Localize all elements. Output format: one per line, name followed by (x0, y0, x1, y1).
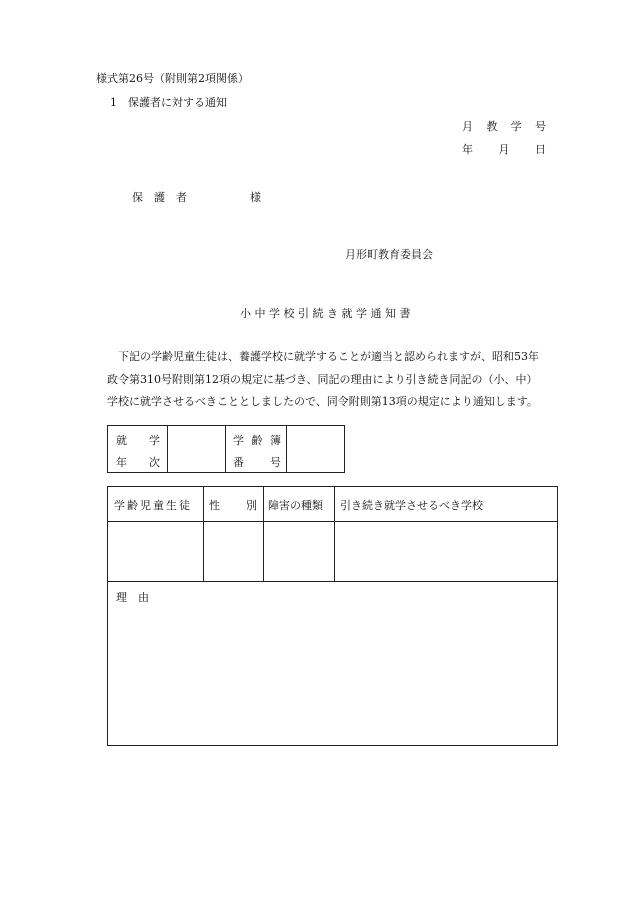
header-school: 引き続き就学させるべき学校 (340, 499, 483, 512)
document-date (462, 141, 546, 157)
grade-label-char: 次 (149, 456, 160, 469)
register-label-char: 簿 (270, 434, 281, 447)
body-line: 政令第310号附則第12項の規定に基づき、同記の理由により引き続き同記の（小、中） (107, 372, 538, 386)
student-name-cell[interactable] (108, 522, 203, 581)
register-label-char: 学 (233, 434, 244, 447)
register-label-top (233, 432, 281, 448)
disability-cell[interactable] (264, 522, 334, 581)
header-gender-char: 別 (246, 499, 257, 512)
body-line: 学校に就学させるべきこととしましたので、同令附則第13項の規定により通知します。 (107, 395, 538, 408)
doc-number-kyo: 教 (486, 120, 498, 133)
register-label-bottom (233, 454, 281, 470)
grade-label-char: 学 (149, 434, 160, 447)
notice-body (107, 346, 567, 414)
date-month: 月 (498, 143, 510, 156)
doc-number-gaku: 学 (510, 120, 522, 133)
reason-cell[interactable] (108, 582, 557, 745)
addressee-label: 保 護 者 (132, 191, 187, 204)
grade-label-top (116, 432, 160, 448)
header-gender-char: 性 (209, 499, 220, 512)
document-title: 小 中 学 校 引 続 き 就 学 通 知 書 (240, 307, 411, 320)
school-cell[interactable] (335, 522, 557, 581)
date-year: 年 (462, 143, 473, 156)
form-number: 様式第26号（附則第2項関係） (96, 72, 249, 85)
register-number-cell[interactable] (287, 426, 344, 472)
grade-label-char: 就 (116, 434, 127, 447)
section-title: 1 保護者に対する通知 (110, 96, 227, 109)
header-student: 学齢児童生徒 (114, 499, 192, 512)
header-disability: 障害の種類 (268, 499, 323, 512)
doc-number-month: 月 (462, 120, 473, 133)
reason-label: 理 由 (116, 591, 149, 604)
grade-label-bottom (116, 454, 160, 470)
date-day: 日 (535, 143, 546, 156)
grade-value-cell[interactable] (168, 426, 225, 472)
issuer-name: 月形町教育委員会 (345, 248, 433, 261)
doc-number-go: 号 (534, 120, 546, 133)
register-label-char: 齢 (251, 434, 263, 447)
student-table (107, 486, 558, 746)
grade-register-table (107, 425, 345, 473)
register-label-char: 号 (270, 456, 281, 469)
document-number (462, 118, 546, 134)
gender-cell[interactable] (204, 522, 263, 581)
addressee-honorific: 様 (250, 191, 261, 204)
register-label-char: 番 (233, 456, 244, 469)
grade-label-char: 年 (116, 456, 127, 469)
header-gender (209, 497, 257, 513)
body-line: 下記の学齢児童生徒は、養護学校に就学することが適当と認められますが、昭和53年 (107, 350, 539, 363)
